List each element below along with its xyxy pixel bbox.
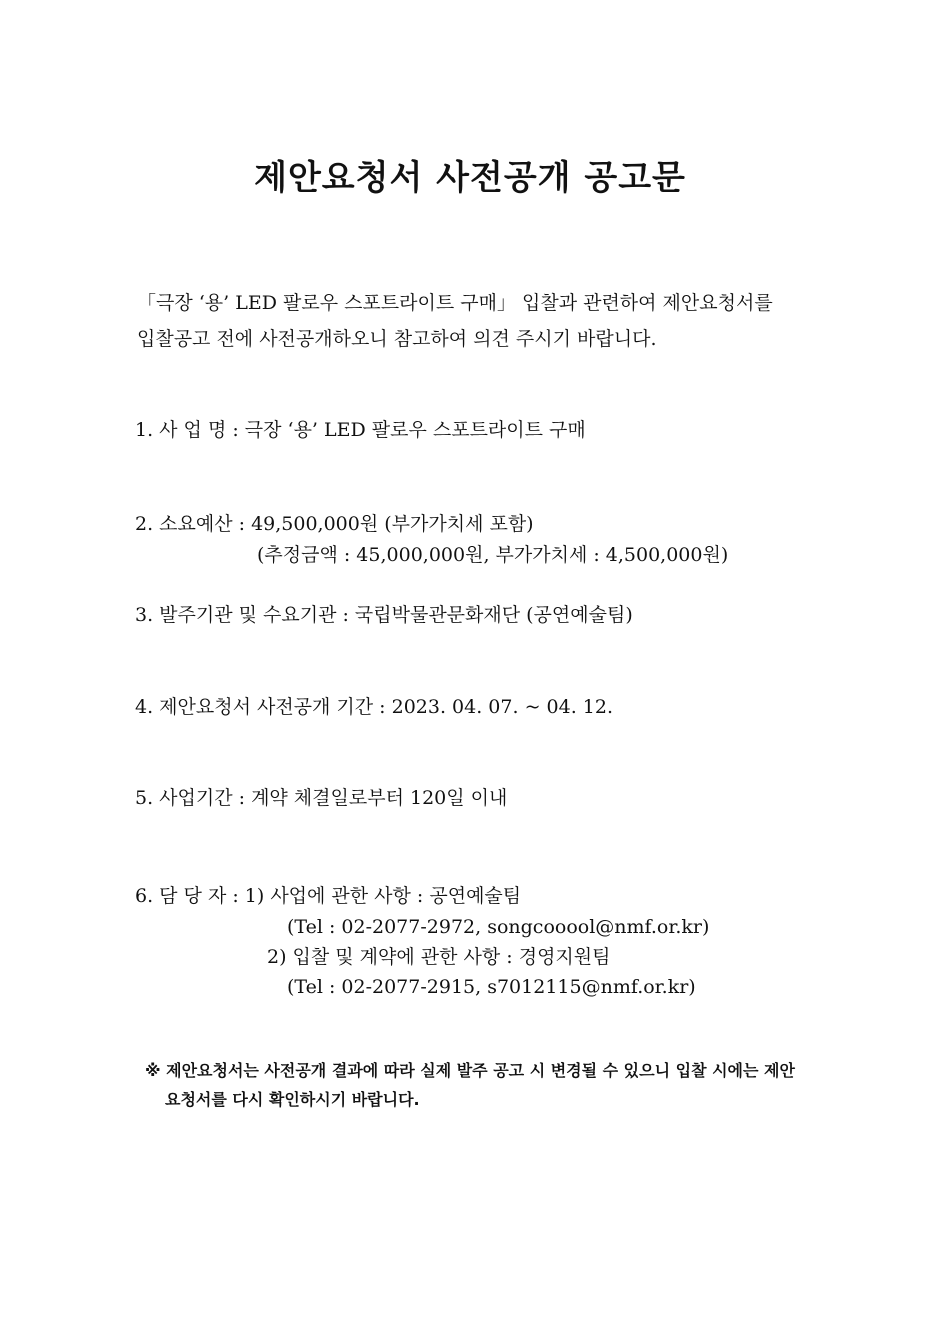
intro-line-1: 「극장 ‘용’ LED 팔로우 스포트라이트 구매」 입찰과 관련하여 제안요청서를 [137, 292, 773, 314]
item-project-period: 5. 사업기간 : 계약 체결일로부터 120일 이내 [135, 787, 508, 809]
notice-line-1: ※ 제안요청서는 사전공개 결과에 따라 실제 발주 공고 시 변경될 수 있으니 입찰 시에는 제안 [145, 1061, 795, 1080]
item-contact-2: 2) 입찰 및 계약에 관한 사항 : 경영지원팀 [267, 946, 611, 968]
item-contact-1: 6. 담 당 자 : 1) 사업에 관한 사항 : 공연예술팀 [135, 885, 522, 907]
item-budget: 2. 소요예산 : 49,500,000원 (부가가치세 포함) [135, 513, 534, 535]
item-budget-detail: (추정금액 : 45,000,000원, 부가가치세 : 4,500,000원) [257, 544, 729, 566]
item-agency: 3. 발주기관 및 수요기관 : 국립박물관문화재단 (공연예술팀) [135, 604, 633, 626]
item-contact-2-tel: (Tel : 02-2077-2915, s7012115@nmf.or.kr) [287, 976, 696, 998]
intro-line-2: 입찰공고 전에 사전공개하오니 참고하여 의견 주시기 바랍니다. [137, 328, 657, 350]
notice-line-2: 요청서를 다시 확인하시기 바랍니다. [165, 1090, 420, 1109]
item-project-name: 1. 사 업 명 : 극장 ‘용’ LED 팔로우 스포트라이트 구매 [135, 419, 586, 441]
item-disclosure-period: 4. 제안요청서 사전공개 기간 : 2023. 04. 07. ~ 04. 12. [135, 696, 613, 718]
document-title: 제안요청서 사전공개 공고문 [254, 158, 686, 198]
item-contact-1-tel: (Tel : 02-2077-2972, songcooool@nmf.or.kr) [287, 916, 710, 938]
